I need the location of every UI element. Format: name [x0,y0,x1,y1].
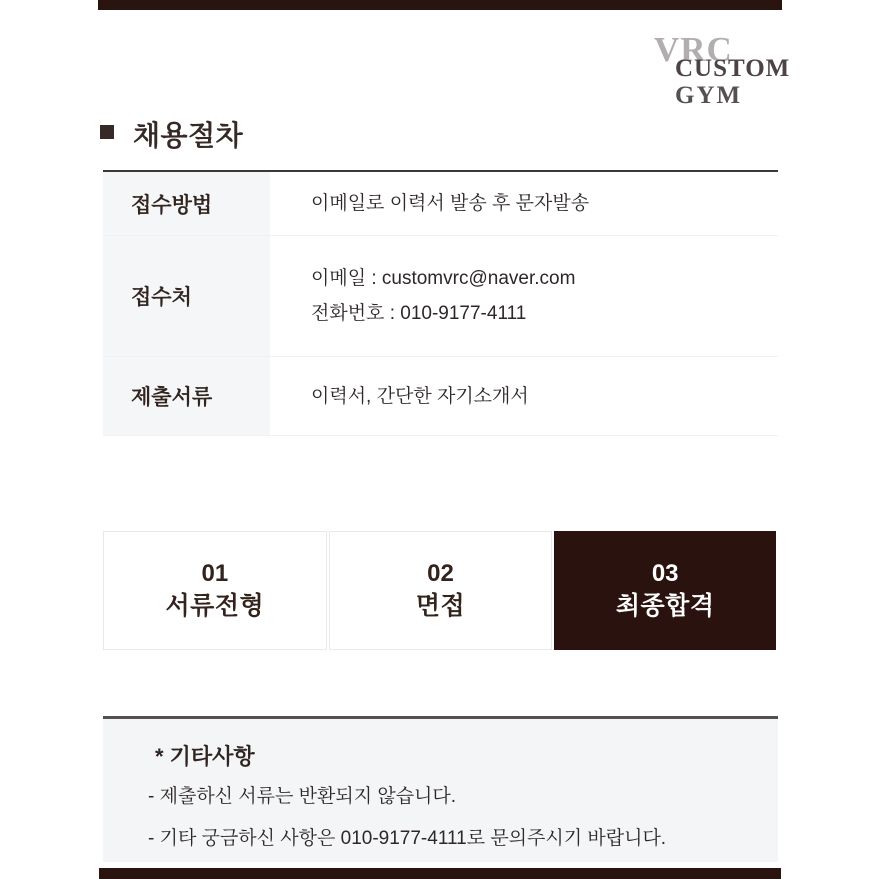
table-row-method [103,172,778,236]
row-value-line: 이력서, 간단한 자기소개서 [311,385,529,407]
application-info-table [103,170,778,436]
step-number: 01 [201,559,229,587]
row-value [270,172,778,235]
process-steps [103,531,776,650]
step-3-final-acceptance [554,531,776,650]
brand-logo [652,30,791,109]
section-title: 채용절차 [133,120,244,151]
section-bullet-square [100,125,114,139]
notes-title: * 기타사항 [155,744,255,769]
top-accent-bar [98,0,782,10]
row-label: 접수방법 [103,172,270,235]
other-notes-box [103,716,778,862]
table-row-documents [103,357,778,436]
step-number: 02 [427,559,454,587]
bottom-accent-bar [99,868,781,879]
brand-logo-gym: GYM [675,82,743,109]
table-row-contact [103,236,778,357]
row-value-line-email: 이메일 : customvrc@naver.com [311,268,576,289]
step-1-document-screening [103,531,327,650]
brand-logo-custom: CUSTOM [675,55,791,82]
row-value-line-phone: 전화번호 : 010-9177-4111 [311,303,527,324]
row-label: 제출서류 [103,357,270,435]
step-number: 03 [651,559,679,587]
row-label: 접수처 [103,236,270,356]
notes-item-inquiry: - 기타 궁금하신 사항은 010-9177-4111로 문의주시기 바랍니다. [148,828,667,849]
notes-item-no-return: - 제출하신 서류는 반환되지 않습니다. [148,786,457,807]
row-value [270,357,778,435]
row-value [270,236,778,356]
step-name: 면접 [415,591,466,620]
step-name: 최종합격 [615,591,715,620]
row-value-line: 이메일로 이력서 발송 후 문자발송 [311,193,590,214]
brand-logo-vrc: VRC [654,30,733,69]
step-name: 서류전형 [165,591,265,620]
step-2-interview [329,531,553,650]
